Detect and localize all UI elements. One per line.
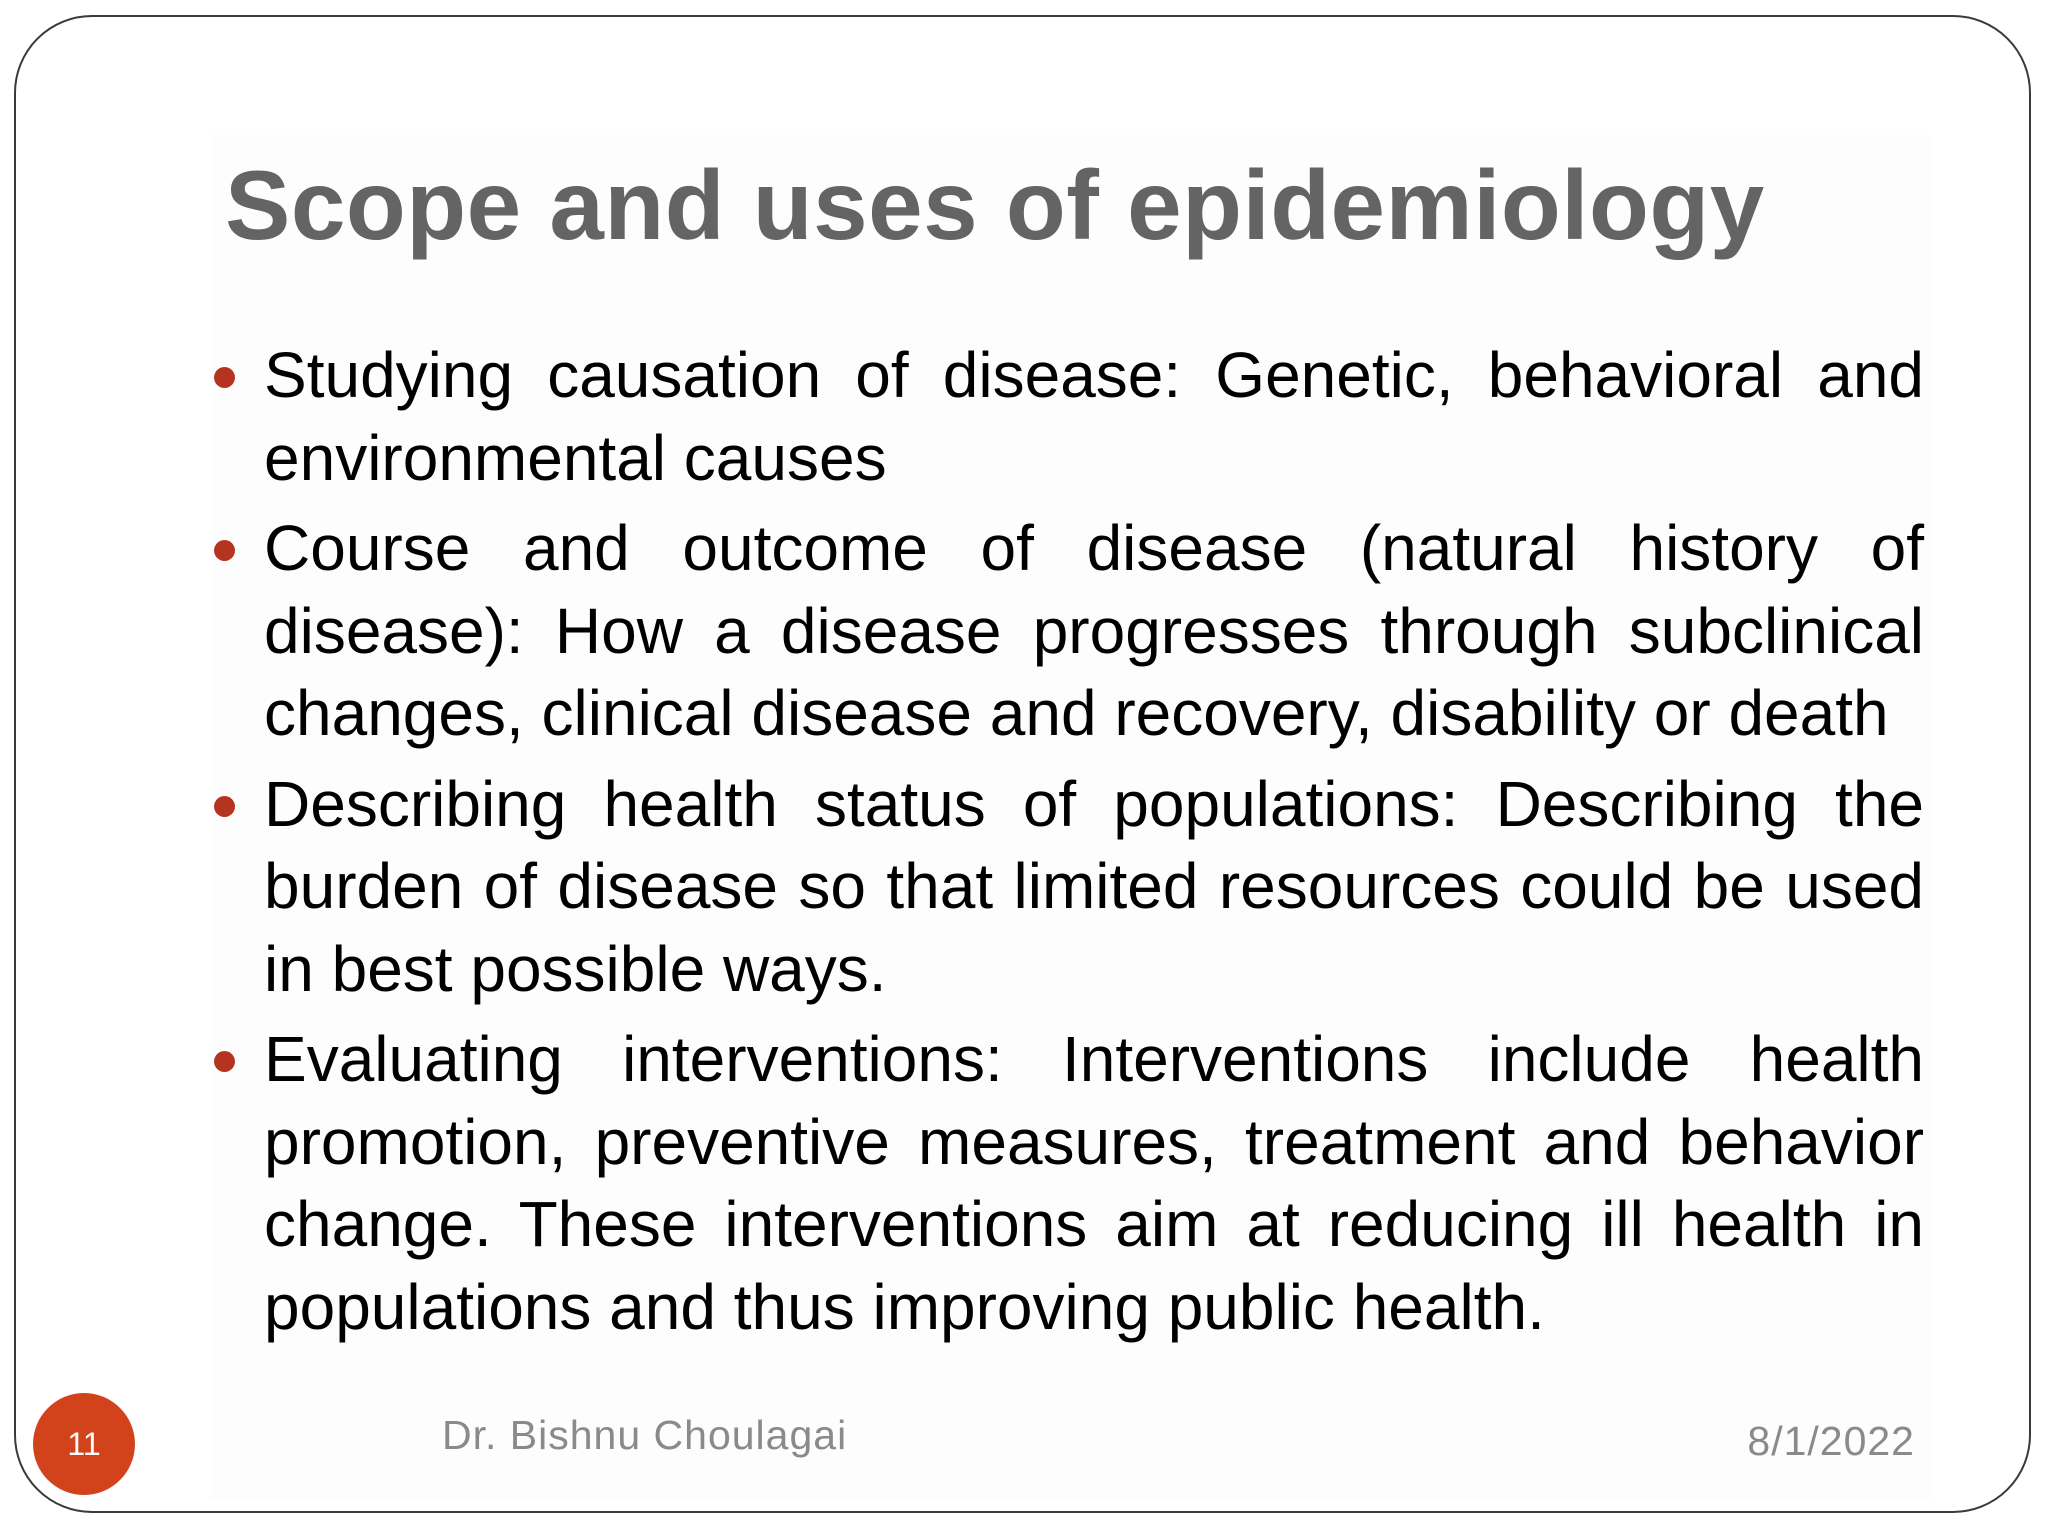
bullet-item-health-status: [212, 763, 1924, 1011]
bullet-text: Course and outcome of disease (natural history of disease): How a disease progresses through subclinical changes, clinical disease and recovery, disability or death: [264, 512, 1924, 749]
bullet-dot-icon: [214, 367, 235, 388]
bullet-dot-icon: [214, 1051, 235, 1072]
bullet-dot-icon: [214, 796, 235, 817]
bullet-text: Studying causation of disease: Genetic, behavioral and environmental causes: [264, 339, 1924, 494]
bullet-text: Evaluating interventions: Interventions include health promotion, preventive measures, treatment and behavior change. These interventions aim at reducing ill health in populations and thus improving public health.: [264, 1023, 1924, 1343]
bullet-text: Describing health status of populations: Describing the burden of disease so that limited resources could be used in best possible ways.: [264, 767, 1924, 1005]
bullet-item-interventions: [212, 1018, 1924, 1348]
slide-number-badge: 11: [33, 1393, 135, 1495]
footer-date: 8/1/2022: [1747, 1418, 1915, 1464]
bullet-item-causation: [212, 334, 1924, 499]
bullet-dot-icon: [214, 540, 235, 561]
footer-author: Dr. Bishnu Choulagai: [442, 1412, 848, 1458]
slide-title: Scope and uses of epidemiology: [225, 150, 1765, 260]
bullet-list: [212, 334, 1924, 1356]
bullet-item-course-outcome: [212, 507, 1924, 755]
